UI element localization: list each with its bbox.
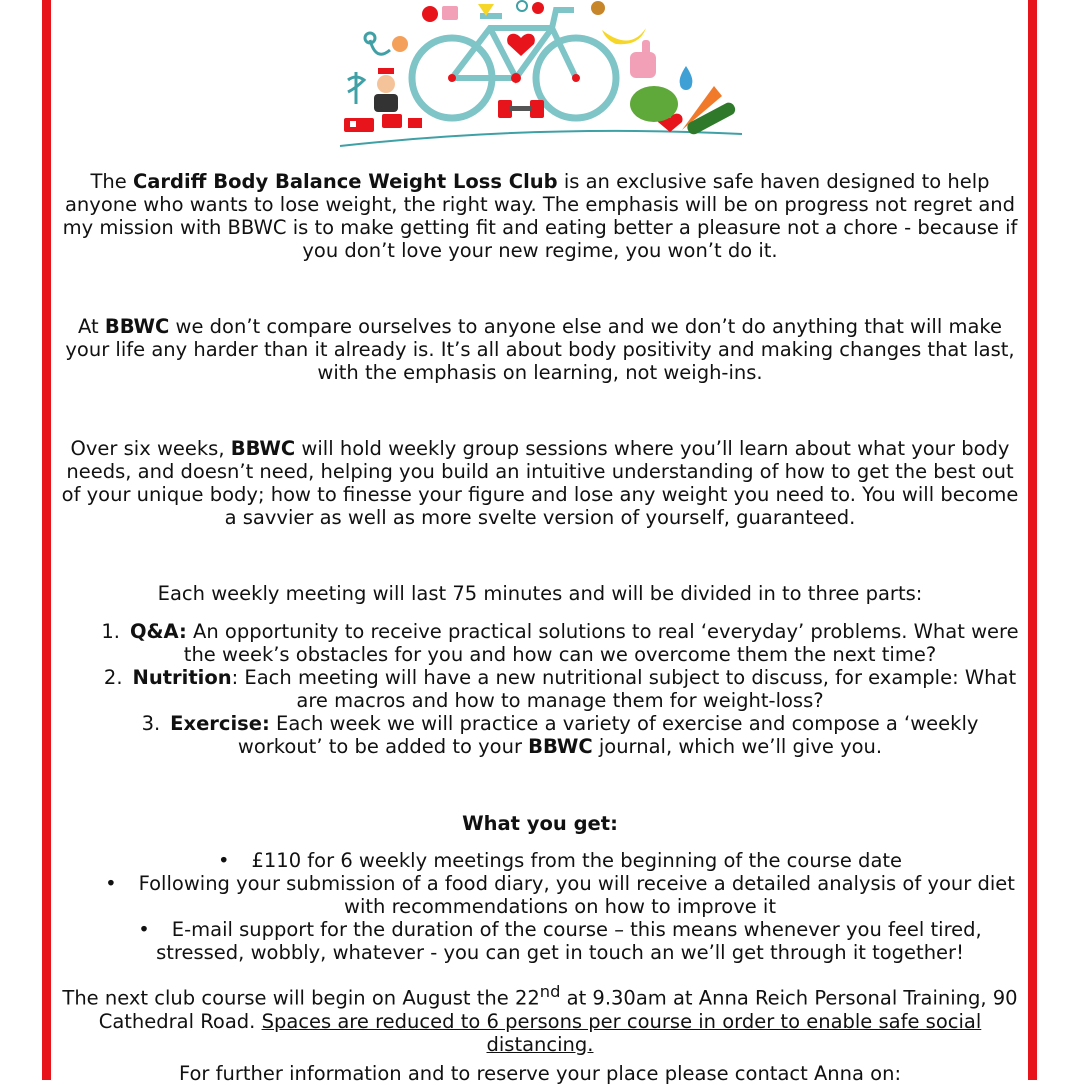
- part-tail: journal, which we’ll give you.: [592, 735, 883, 758]
- part-title: Nutrition: [132, 666, 232, 689]
- cookie-icon: [591, 1, 605, 15]
- approach-brand: BBWC: [104, 315, 170, 338]
- contact-line: For further information and to reserve your place please contact Anna on:: [178, 1062, 902, 1085]
- next-course-mid: at 9.30am at Anna Reich Personal Training, 90 Cathedral Road.: [98, 986, 1018, 1033]
- caduceus-icon: [348, 72, 364, 104]
- benefit-text: £110 for 6 weekly meetings from the beginning of the course date: [251, 849, 903, 872]
- apple-icon: [422, 6, 438, 22]
- water-drop-icon: [680, 66, 693, 90]
- next-course-pre: The next club course will begin on August the 22: [62, 986, 540, 1010]
- bullet-icon: •: [138, 918, 150, 941]
- program-paragraph: [60, 437, 1020, 529]
- intro-post: is an exclusive safe haven designed to help anyone who wants to lose weight, the right way. The emphasis will be on progress not regret and my mission with BBWC is to make getting fit and eating better a pleasure not a chore - because if you don’t love your new regime, you won’t do it.: [62, 170, 1018, 262]
- benefits-list: [100, 849, 1020, 964]
- doctor-icon: [374, 68, 398, 112]
- banana-icon: [602, 28, 646, 44]
- distancing-notice: Spaces are reduced to 6 persons per course in order to enable safe social distancing.: [261, 1009, 982, 1056]
- medicine-box-icon: [408, 118, 422, 128]
- approach-paragraph: [60, 315, 1020, 384]
- scale-icon: [442, 6, 458, 20]
- part-title: Exercise:: [170, 712, 270, 735]
- ground-line: [340, 131, 742, 146]
- benefit-text: Following your submission of a food diary, you will receive a detailed analysis of your diet with recommendations on how to improve it: [138, 872, 1015, 918]
- benefit-text: E-mail support for the duration of the course – this means whenever you feel tired, stressed, wobbly, whatever - you can get in touch an we’ll get through it together!: [156, 918, 982, 964]
- microbe-icon: [392, 36, 408, 52]
- what-you-get-heading: What you get:: [462, 812, 618, 835]
- part-text: : Each meeting will have a new nutritional subject to discuss, for example: What are macros and how to manage them for weight-loss?: [231, 666, 1017, 712]
- program-post: will hold weekly group sessions where you’ll learn about what your body needs, and doesn’t need, helping you build an intuitive understanding of how to get the best out of your unique body; how to finesse your figure and lose any weight you need to. You will become a savvier as well as more svelte version of yourself, guaranteed.: [61, 437, 1019, 529]
- list-item: [100, 918, 1020, 964]
- next-course-paragraph: [60, 980, 1020, 1056]
- stethoscope-icon: [365, 33, 390, 54]
- session-parts-list: [100, 620, 1020, 758]
- bicycle-icon: [412, 10, 616, 118]
- ambulance-icon: [344, 118, 374, 132]
- list-item: [100, 849, 1020, 872]
- lettuce-icon: [630, 86, 678, 122]
- meeting-intro: Each weekly meeting will last 75 minutes and will be divided in to three parts:: [157, 582, 923, 605]
- health-illustration: [330, 0, 750, 152]
- thumbs-up-icon: [630, 40, 656, 78]
- list-number: 1.: [101, 620, 120, 643]
- list-item: [100, 666, 1020, 712]
- list-number: 2.: [103, 666, 123, 689]
- intro-pre: The: [90, 170, 133, 193]
- bullet-icon: •: [217, 849, 230, 872]
- page-border-right: [1028, 0, 1037, 1080]
- tomato-icon: [532, 2, 544, 14]
- part-text: An opportunity to receive practical solutions to real ‘everyday’ problems. What were the week’s obstacles for you and how can we overcome them the next time?: [183, 620, 1019, 666]
- gender-icon: [517, 1, 527, 11]
- page-border-left: [42, 0, 51, 1080]
- list-item: [100, 620, 1020, 666]
- list-item: [100, 712, 1020, 758]
- dumbbell-icon: [498, 100, 544, 118]
- date-suffix: nd: [539, 982, 561, 1001]
- program-brand: BBWC: [230, 437, 296, 460]
- approach-pre: At: [78, 315, 105, 338]
- part-text: Each week we will practice a variety of exercise and compose a ‘weekly workout’ to be added to your: [237, 712, 979, 758]
- list-number: 3.: [141, 712, 161, 735]
- list-item: [100, 872, 1020, 918]
- bullet-icon: •: [105, 872, 117, 895]
- intro-paragraph: [60, 170, 1020, 262]
- approach-post: we don’t compare ourselves to anyone else and we don’t do anything that will make your life any harder than it already is. It’s all about body positivity and making changes that last, with the emphasis on learning, not weigh-ins.: [65, 315, 1015, 384]
- club-name: Cardiff Body Balance Weight Loss Club: [132, 170, 558, 193]
- part-title: Q&A:: [129, 620, 187, 643]
- part-brand: BBWC: [528, 735, 593, 758]
- first-aid-kit-icon: [382, 114, 402, 128]
- program-pre: Over six weeks,: [70, 437, 231, 460]
